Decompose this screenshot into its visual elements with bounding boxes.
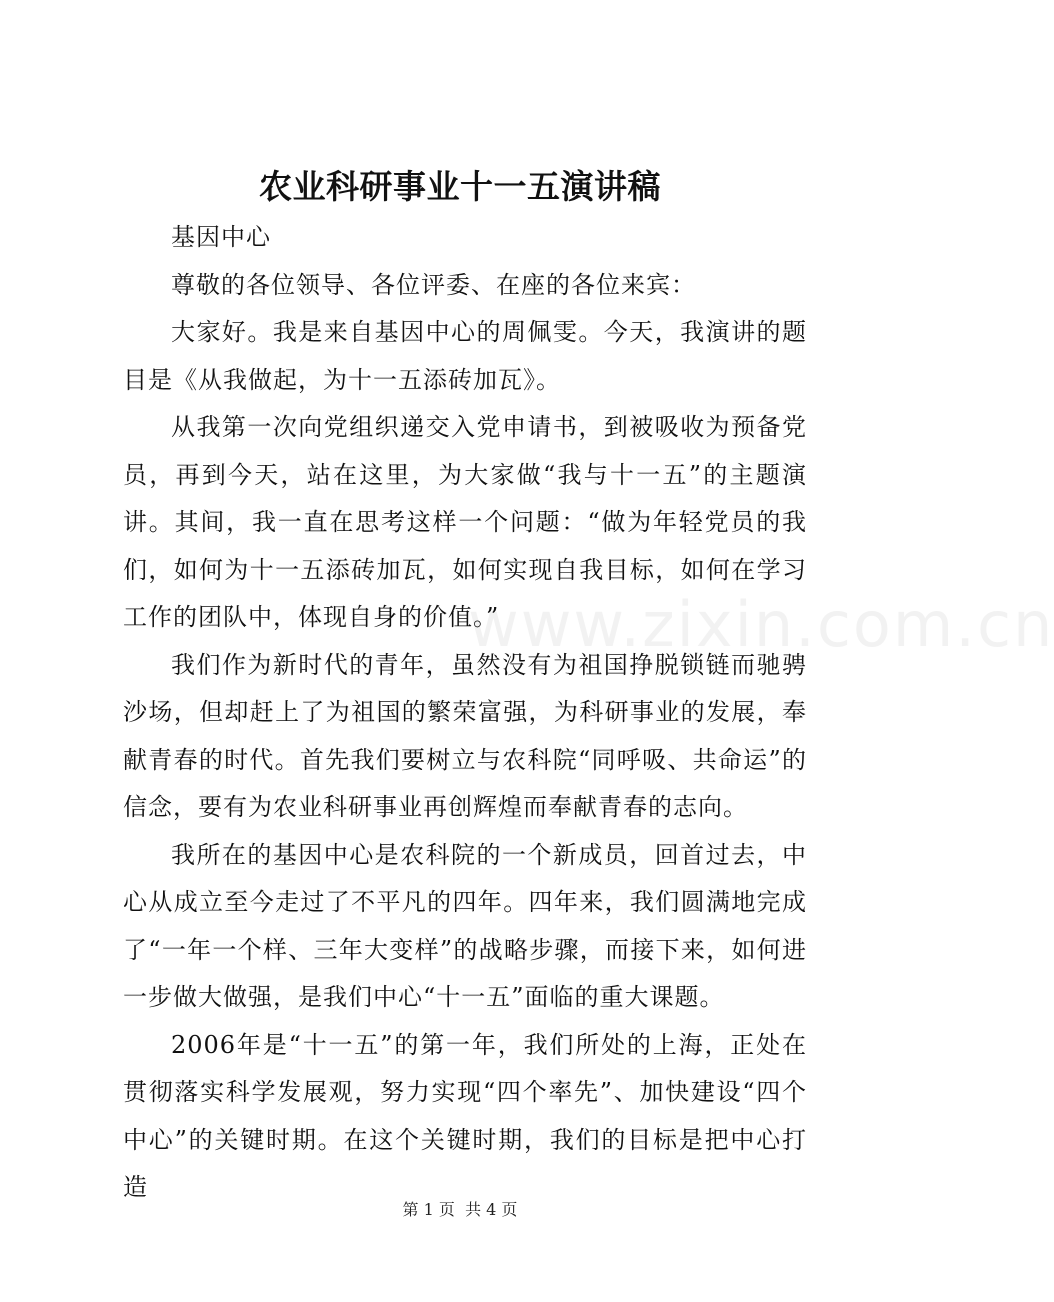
paragraph-department: 基因中心 bbox=[171, 223, 271, 251]
document-body bbox=[123, 214, 807, 1212]
page-footer: 第 1 页 共 4 页 bbox=[402, 1200, 518, 1219]
paragraph-body: 我所在的基因中心是农科院的一个新成员，回首过去，中心从成立至今走过了不平凡的四年。四年来，我们圆满地完成了“一年一个样、三年大变样”的战略步骤，而接下来，如何进一步做大做强，是我们中心“十一五”面临的重大课题。 bbox=[123, 840, 807, 1011]
paragraph-body: 从我第一次向党组织递交入党申请书，到被吸收为预备党员，再到今天，站在这里，为大家做“我与十一五”的主题演讲。其间，我一直在思考这样一个问题：“做为年轻党员的我们，如何为十一五添砖加瓦，如何实现自我目标，如何在学习工作的团队中，体现自身的价值。” bbox=[123, 413, 807, 631]
document-title: 农业科研事业十一五演讲稿 bbox=[259, 167, 661, 206]
watermark: www.zixin.com.cn bbox=[468, 588, 1054, 661]
paragraph-greeting: 大家好。我是来自基因中心的周佩雯。今天，我演讲的题目是《从我做起，为十一五添砖加瓦》。 bbox=[123, 318, 807, 394]
paragraph-body: 2006年是“十一五”的第一年，我们所处的上海，正处在贯彻落实科学发展观，努力实现“四个率先”、加快建设“四个中心”的关键时期。在这个关键时期，我们的目标是把中心打造 bbox=[123, 1030, 807, 1201]
paragraph-body: 我们作为新时代的青年，虽然没有为祖国挣脱锁链而驰骋沙场，但却赶上了为祖国的繁荣富强，为科研事业的发展，奉献青春的时代。首先我们要树立与农科院“同呼吸、共命运”的信念，要有为农业科研事业再创辉煌而奉献青春的志向。 bbox=[123, 650, 807, 821]
paragraph-salutation: 尊敬的各位领导、各位评委、在座的各位来宾： bbox=[171, 270, 696, 299]
